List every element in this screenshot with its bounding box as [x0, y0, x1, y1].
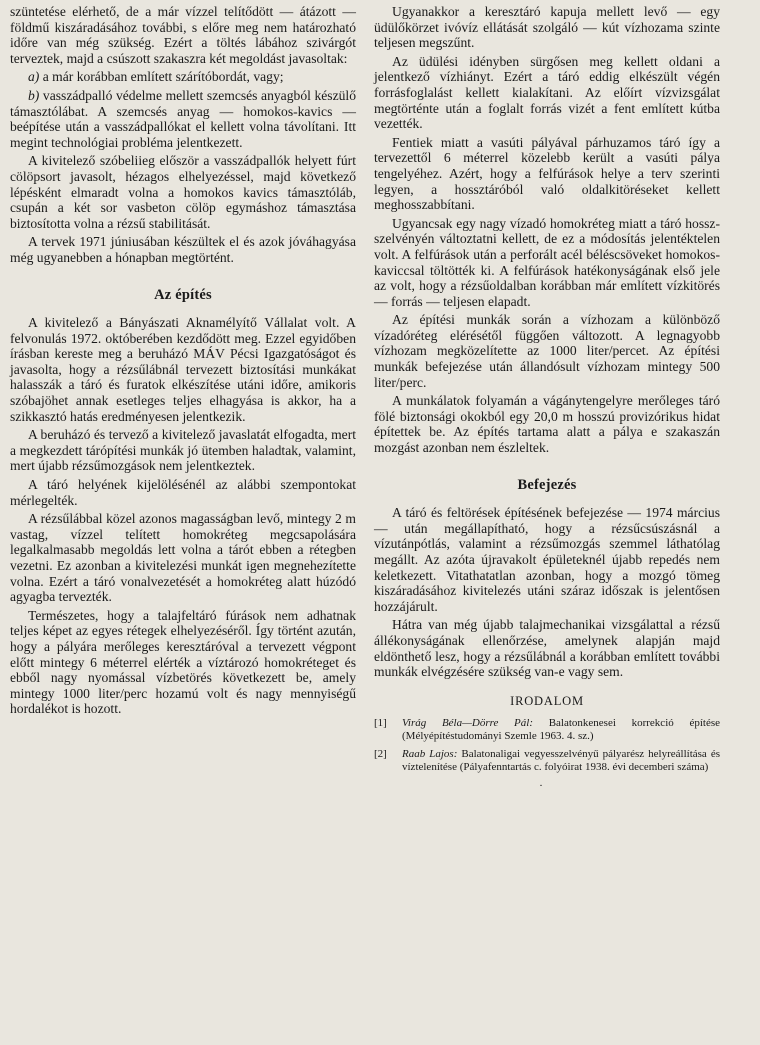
reference-title: Balatonkenesei korrekció építése (Mélyépítéstudományi Szemle 1963. 4. sz.) [402, 717, 720, 743]
reference-author: Virág Béla—Dörre Pál: [402, 717, 533, 730]
paragraph: A táró helyének kijelölésénél az alábbi szempontokat mérlegelték. [10, 477, 356, 508]
reference-text [402, 748, 720, 774]
reference-text [402, 717, 720, 743]
item-text: vasszádpalló védelme mellett szemcsés anyagból készülő támasztólábat. A szemcsés anyag — homokos-kavics — beépítése után a vasszádpallókat el kellett volna távolítani. Itt megint technológiai probléma jelentkezett. [10, 87, 356, 150]
paragraph: A tervek 1971 júniusában készültek el és azok jóváhagyása még ugyanebben a hónapban megtörtént. [10, 234, 356, 265]
section-heading: Befejezés [517, 476, 577, 493]
paragraph: Ugyancsak egy nagy vízadó homokréteg miatt a táró hossz-szelvényén változtatni kellett, de ez a módosítás jelentéktelen volt. A felfúrások után a perforált acél béléscsöveket homokos-kaviccsal töltötték ki. A felfúrások hatékonyságának első jele az volt, hogy a rézsűoldalban korábban már említett vízkitörés — forrás — teljesen elapadt. [374, 215, 720, 309]
reference-item [374, 748, 720, 774]
section-heading: Az építés [154, 286, 212, 303]
paragraph: Az üdülési idényben sürgősen meg kellett oldani a jelentkező vízhiányt. Ezért a táró eddig elkészült végén forrásfoglalást kellett kialakítani. Az előírt vízvizsgálat megtörténte után a foglalt forrás vizét a fent említett kútba vezették. [374, 53, 720, 132]
reference-author: Raab Lajos: [402, 748, 458, 761]
reference-number: [1] [374, 717, 387, 730]
paragraph: Az építési munkák során a vízhozam a különböző vízadóréteg elérésétől függően változott. A legnagyobb vízhozam megközelítette az 1000 liter/percet. Az építési munkák befejezése után állandósult vízhozam mintegy 500 liter/perc. [374, 312, 720, 390]
paragraph: A táró és feltörések építésének befejezése — 1974 március — után megállapítható, hogy a rézsűcsúszásnál a vízutánpótlás, valamint a rézsűmozgás szemmel láthatólag megállt. Az azóta újravakolt épületeknél újabb repedés nem keletkezett. Vitathatatlan azonban, hogy a mozgó tömeg kiszáradásához kivitelezés utáni száraz időszak is jelentősen hozzájárult. [374, 505, 720, 614]
paragraph: szüntetése elérhető, de a már vízzel telítődött — átázott — földmű kiszáradásához további, s előre meg nem határozható időre van még szükség. Ezért a töltés lábához szivárgót terveztek, majd a csúszott szakaszra két megoldást javasoltak: [10, 4, 356, 66]
item-text: a már korábban említett szárítóbordát, vagy; [39, 69, 284, 85]
paragraph: A kivitelező szóbeliieg először a vasszádpallók helyett fúrt cölöpsort javasolt, hézagos elhelyezéssel, majd következő lépésként elmaradt volna a homokos kavics támasztóláb, csupán a két sor vasbeton cölöp egymáshoz támasztása biztosította volna a rézsű stabilitását. [10, 153, 356, 231]
right-column [374, 4, 720, 1045]
reference-title: Balatonaligai vegyesszelvényű pályarész helyreállítása és víztelenítése (Pályafenntartás c. folyóirat 1938. évi decemberi száma) [402, 748, 720, 774]
list-item-a [10, 69, 356, 85]
reference-number: [2] [374, 748, 387, 761]
paragraph: Ugyanakkor a keresztáró kapuja mellett levő — egy üdülőkörzet ivóvíz ellátását szolgáló — kút vízhozama szinte teljesen megszűnt. [374, 4, 720, 51]
item-label: a) [28, 69, 40, 85]
paragraph: A kivitelező a Bányászati Aknamélyítő Vállalat volt. A felvonulás 1972. októberében kezdődött meg. Ezzel egyidőben írásban kereste meg a beruházó MÁV Pécsi Igazgatóságot és javasolta, hogy a rézsűlábnál tervezett biztosítási munkákat halasszák a táró és furatok elkészítése utáni időre, amikoris szóbajöhet annak esetleges teljes elhagyása is akkor, ha a szikkasztó hatás eredményesen jelentkezik. [10, 315, 356, 424]
paragraph: A rézsűlábbal közel azonos magasságban levő, mintegy 2 m vastag, vízzel telített homokréteg megcsapolására legalkalmasabb megoldás lett volna a tárót ebben a rétegben vezetni. Ez azonban a kivitelezési munkát igen megnehezítette volna. Ezért a táró vonalvezetését a homokréteg alatt húzódó agyagba tervezték. [10, 511, 356, 605]
reference-item [374, 717, 720, 743]
paragraph: A munkálatok folyamán a vágánytengelyre merőleges táró fölé biztonsági okokból egy 20,0 m hosszú provizórikus hidat építettek be. Az építés tartama alatt a pálya e szakaszán mozgást azonban nem észleltek. [374, 393, 720, 456]
references-list [374, 717, 720, 790]
list-item-b [10, 88, 356, 150]
paragraph: A beruházó és tervező a kivitelező javaslatát elfogadta, mert a megkezdett tárópítési munkák jó ütemben haladtak, valamint, mert újabb rézsűmozgások nem jelentkeztek. [10, 427, 356, 474]
paragraph: Fentiek miatt a vasúti pályával párhuzamos táró így a tervezettől 6 méterrel közelebb került a vasúti pálya tengelyéhez. Azért, hogy a felfúrások helye a terv szerinti legyen, a hossztáróból való oldalkitöréseket kellett meghosszabbítani. [374, 134, 720, 213]
left-column [10, 4, 356, 1045]
paragraph: Természetes, hogy a talajfeltáró fúrások nem adhatnak teljes képet az egyes rétegek elhelyezéséről. Így történt azután, hogy a pályára merőleges keresztáróval a tervezett végpont előtt mintegy 6 méterrel elérték a víztározó homokréteget és ebből nagy nyomással vízbetörés következett be, amely mintegy 1000 liter/perc hozamú volt és nagy mennyiségű hordalékot is hozott. [10, 607, 356, 717]
paragraph: Hátra van még újabb talajmechanikai vizsgálattal a rézsű állékonyságának ellenőrzése, amelynek alapján majd eldönthető lesz, hogy a rézsűlábnál a korábban említett további munkák elvégzésére szükség van-e vagy sem. [374, 617, 720, 680]
references-heading: IRODALOM [510, 693, 584, 708]
end-mark: . [539, 777, 543, 790]
item-label: b) [28, 87, 40, 103]
